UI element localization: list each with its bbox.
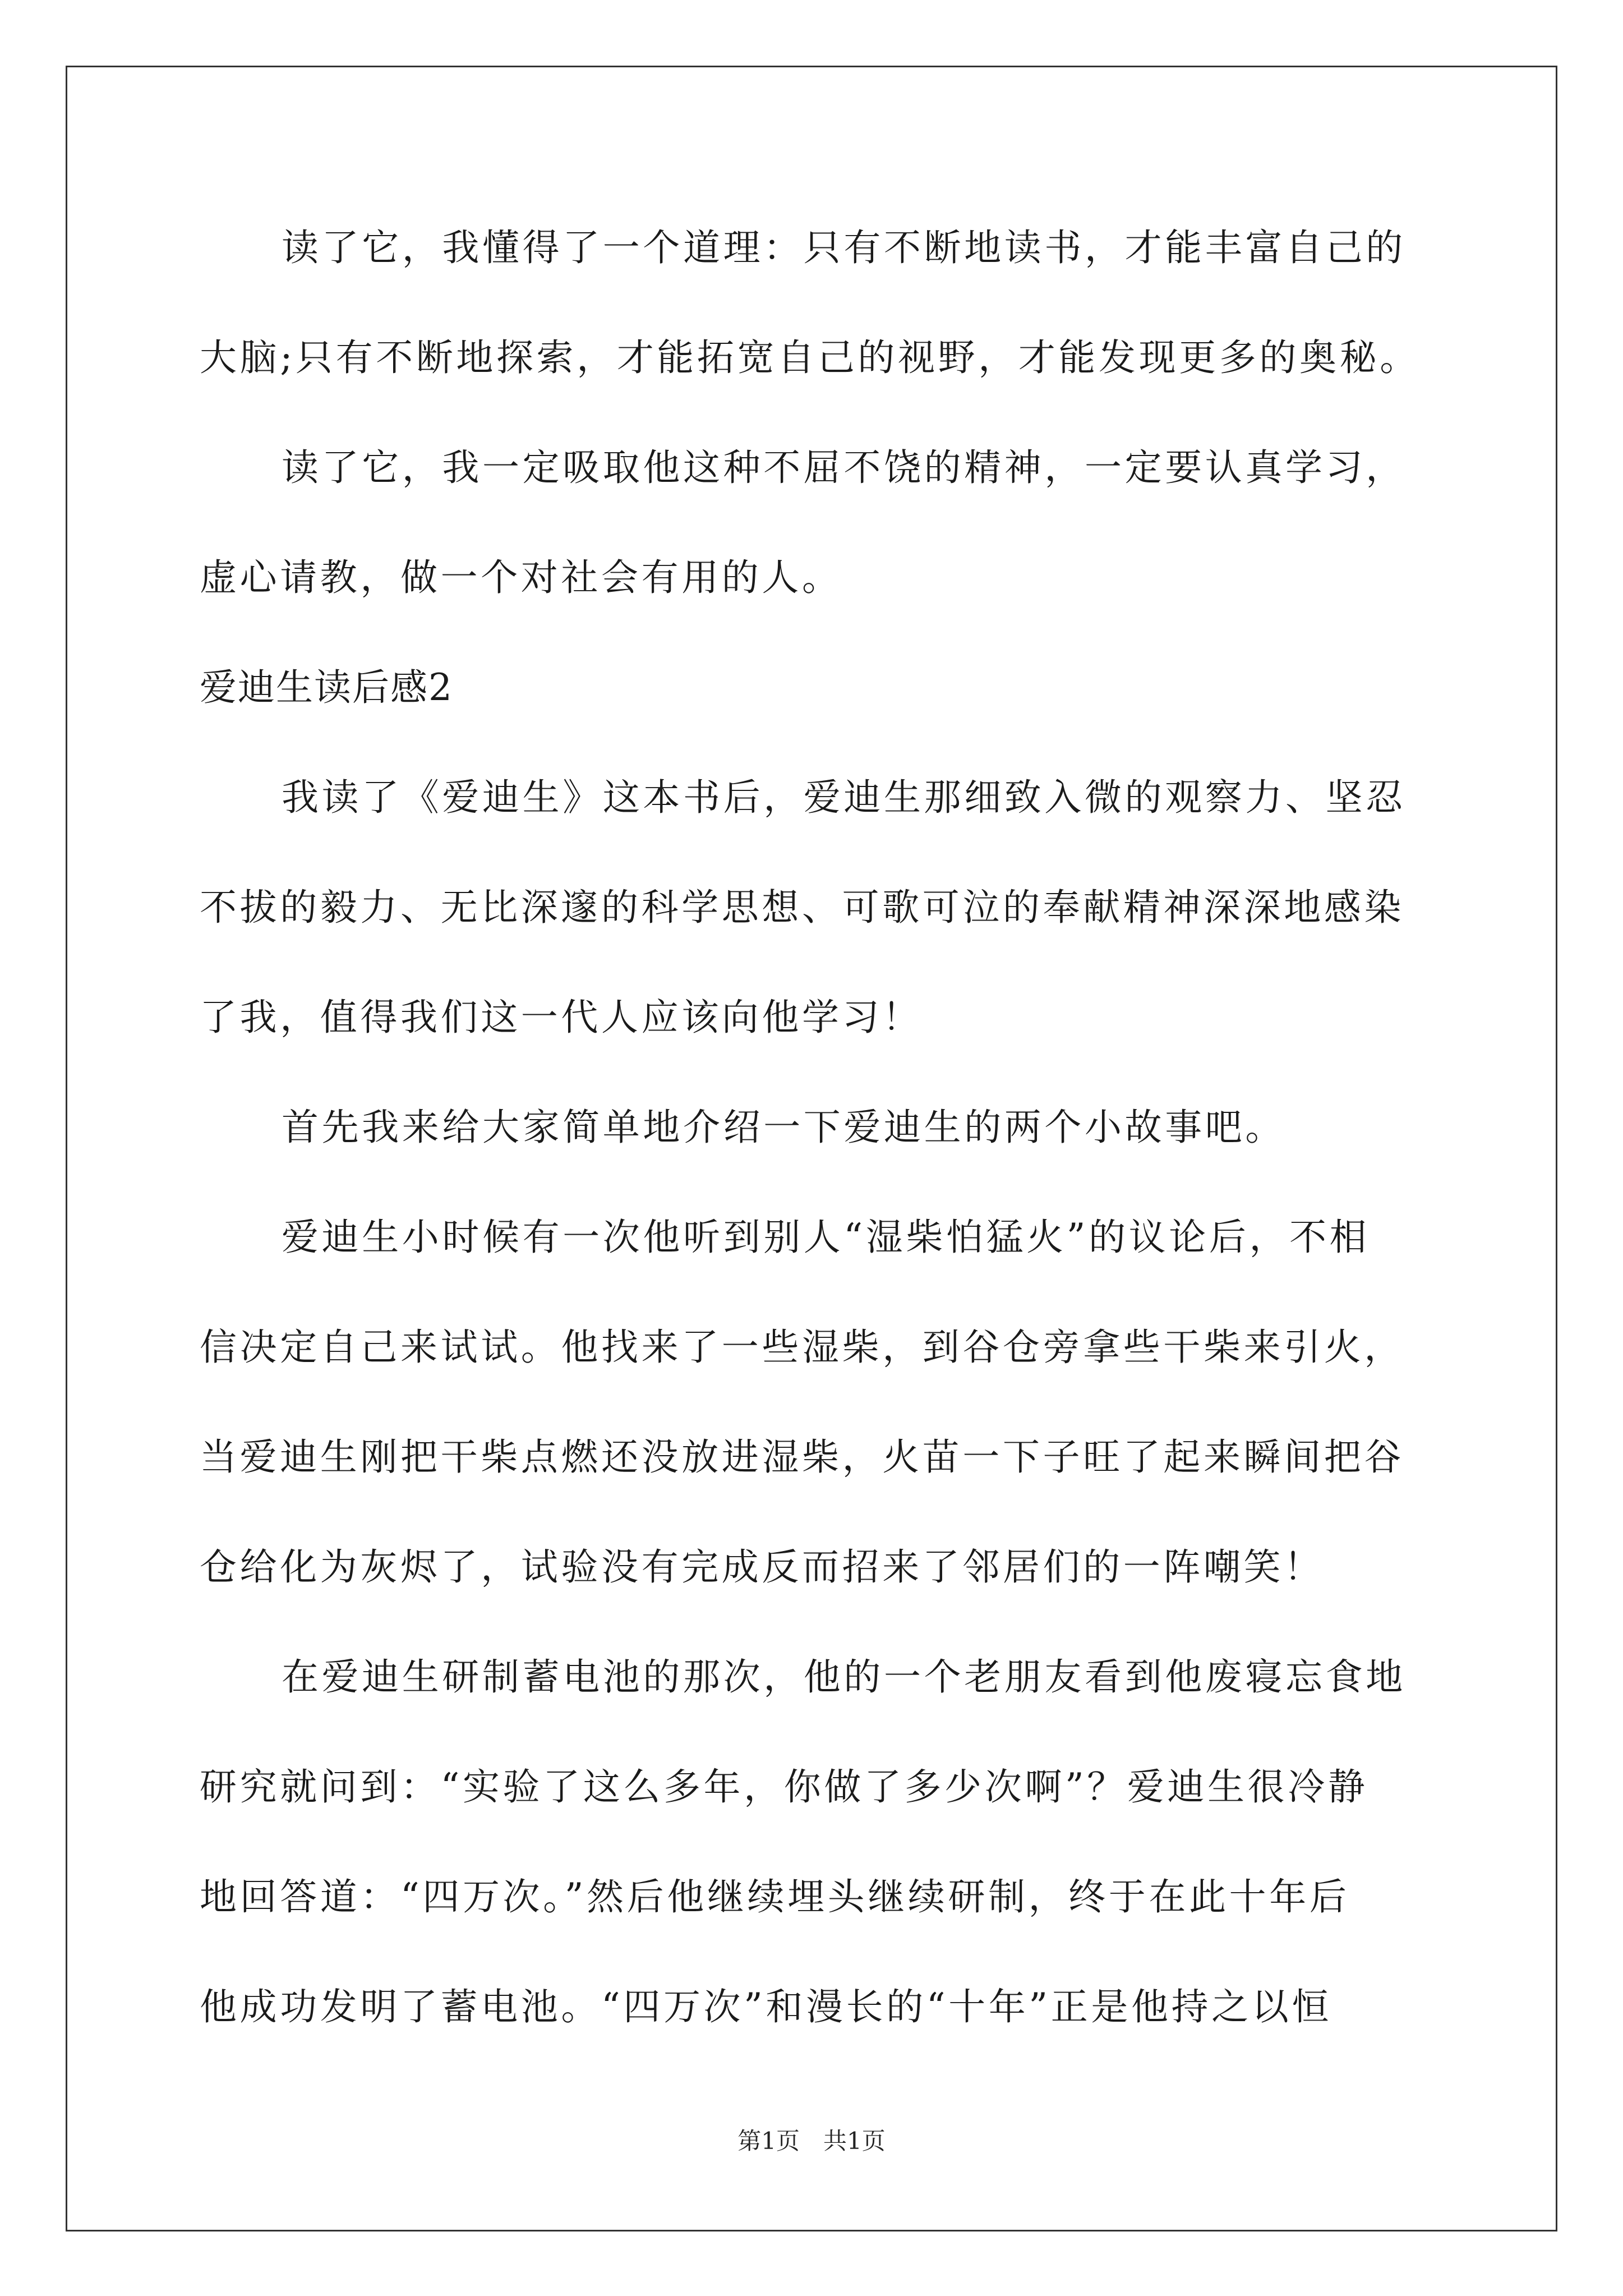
paragraph-line: 信决定自己来试试。他找来了一些湿柴，到谷仓旁拿些干柴来引火，	[200, 1326, 1404, 1369]
paragraph-line: 读了它，我一定吸取他这种不屈不饶的精神，一定要认真学习，	[282, 446, 1406, 489]
paragraph-line: 在爱迪生研制蓄电池的那次，他的一个老朋友看到他废寝忘食地	[282, 1655, 1406, 1699]
section-heading: 爱迪生读后感2	[200, 666, 453, 709]
paragraph-line: 仓给化为灰烬了，试验没有完成反而招来了邻居们的一阵嘲笑！	[200, 1545, 1324, 1589]
paragraph-line: 研究就问到：“实验了这么多年，你做了多少次啊”？爱迪生很冷静	[200, 1765, 1368, 1809]
paragraph-line: 当爱迪生刚把干柴点燃还没放进湿柴，火苗一下子旺了起来瞬间把谷	[200, 1435, 1404, 1479]
paragraph-line: 虚心请教，做一个对社会有用的人。	[200, 556, 842, 599]
paragraph-line: 爱迪生小时候有一次他听到别人“湿柴怕猛火”的议论后，不相	[282, 1216, 1370, 1259]
page-number-footer: 第1页 共1页	[737, 2127, 886, 2155]
paragraph-line: 我读了《爱迪生》这本书后，爱迪生那细致入微的观察力、坚忍	[282, 776, 1406, 819]
paragraph-line: 首先我来给大家简单地介绍一下爱迪生的两个小故事吧。	[282, 1106, 1285, 1149]
paragraph-line: 不拔的毅力、无比深邃的科学思想、可歌可泣的奉献精神深深地感染	[200, 886, 1404, 929]
paragraph-line: 了我，值得我们这一代人应该向他学习！	[200, 996, 923, 1039]
paragraph-line: 他成功发明了蓄电池。“四万次”和漫长的“十年”正是他持之以恒	[200, 1985, 1332, 2028]
paragraph-line: 读了它，我懂得了一个道理：只有不断地读书，才能丰富自己的	[282, 226, 1406, 269]
paragraph-line: 地回答道：“四万次。”然后他继续埋头继续研制，终于在此十年后	[200, 1875, 1350, 1918]
paragraph-line: 大脑;只有不断地探索，才能拓宽自己的视野，才能发现更多的奥秘。	[200, 336, 1420, 379]
document-body	[200, 209, 1433, 2078]
